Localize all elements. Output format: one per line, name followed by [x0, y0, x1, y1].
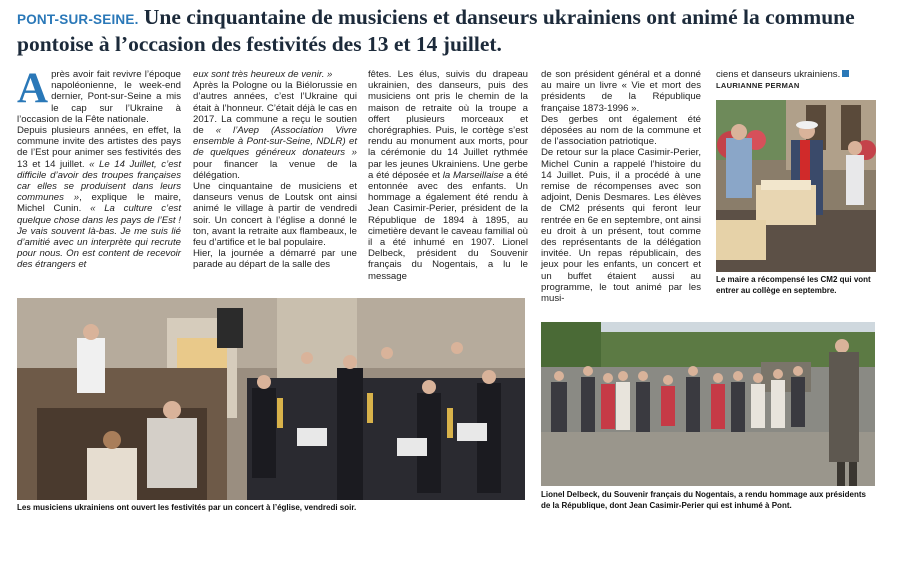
drop-cap: A: [17, 65, 49, 112]
headline: [17, 5, 887, 56]
paragraph: De retour sur la place Casimir-Perier, Michel Cunin a rappelé l’histoire du 14 Juillet. Puis, il a procédé à une remise de récompenses avec son adjoint, Denis Desmares. Les élèves de CM2 présents qui feront leur rentrée en 6e en septembre, ont ainsi eu droit à un présent, tout comme des représentants de la délégation invitée. Un repas républicain, des jeux pour les enfants, un concert et un buffet étaient aussi au programme, le tout animé par les musi-: [541, 147, 701, 305]
paragraph: fêtes. Les élus, suivis du drapeau ukrainien, des danseurs, puis des musiciens ont pris le chemin de la maison de retraite où la troupe a offert plusieurs morceaux et chorégraphies. Puis, le cortège s’est rendu au monument aux morts, pour la cérémonie du 14 Juillet rythmée par les jeunes Ukrainiens. Une gerbe a été déposée et la Marseillaise a été entonnée avec des enfants. Un hommage a également été rendu à Jean Casimir-Perier, président de la République de 1894 à 1895, au cimetière devant le caveau familial où il a été inhumé en 1907. Lionel Delbeck, président du Souvenir français du Nogentais, a lu le message: [368, 69, 528, 282]
concert-photo-image: [17, 298, 525, 500]
cemetery-photo-image: [541, 322, 875, 486]
concert-photo: [17, 298, 525, 500]
mayor-photo-image: [716, 100, 876, 272]
end-mark-icon: [842, 70, 849, 77]
paragraph: de son président général et a donné au maire un livre « Vie et mort des présidents de la République française 1873-1996 ».: [541, 69, 701, 114]
cemetery-photo: [541, 322, 875, 486]
article-column-3: [368, 69, 528, 282]
cemetery-photo-caption: Lionel Delbeck, du Souvenir français du Nogentais, a rendu hommage aux présidents de la République, dont Jean Casimir-Perier qui est inhumé à Pont.: [541, 490, 866, 510]
paragraph: eux sont très heureux de venir. »: [193, 69, 333, 80]
paragraph: Après la Pologne ou la Biélorussie en d’autres années, c’est l’Ukraine qui était à l’honneur. C’était déjà le cas en 2017. La commune a reçu le soutien de « l’Avep (Association Vivre ensemble à Pont-sur-Seine, NDLR) et de quelques généreux donateurs » pour financer la venue de la délégation.: [193, 80, 357, 181]
paragraph: Depuis plusieurs années, en effet, la commune invite des artistes des pays de l’Est pour animer ses festivités des 13 et 14 juillet. « Le 14 Juillet, c’est difficile d’avoir des troupes françaises car elles se produisent dans leurs communes », explique le maire, Michel Cunin. « La culture c’est quelque chose dans les pays de l’Est ! Je vais souvent là-bas. Je me suis lié d’amitié avec un interprète qui recrute pour nous. On est content de recevoir des étrangers et: [17, 125, 181, 271]
byline: LAURIANNE PERMAN: [716, 81, 800, 91]
paragraph: Après avoir fait revivre l’époque napoléonienne, le week-end dernier, Pont-sur-Seine a mis le cap sur l’Ukraine à l’occasion de la Fête nationale.: [17, 65, 181, 125]
article-column-2: [193, 69, 357, 271]
article-column-1: [17, 65, 181, 271]
mayor-photo: [716, 100, 876, 272]
article-column-4: [541, 69, 701, 304]
paragraph: ciens et danseurs ukrainiens.: [716, 69, 876, 80]
headline-text: Une cinquantaine de musiciens et danseurs ukrainiens ont animé la commune pontoise à l’occasion des festivités des 13 et 14 juillet.: [17, 5, 855, 56]
article-column-5: [716, 69, 876, 91]
paragraph: Des gerbes ont également été déposées au nom de la commune et de l’association patriotique.: [541, 113, 701, 148]
mayor-photo-caption: Le maire a récompensé les CM2 qui vont entrer au collège en septembre.: [716, 275, 871, 295]
concert-photo-caption: Les musiciens ukrainiens ont ouvert les festivités par un concert à l’église, vendredi soir.: [17, 503, 357, 512]
kicker: PONT-SUR-SEINE.: [17, 12, 139, 27]
paragraph: Hier, la journée a démarré par une parade au départ de la salle des: [193, 248, 357, 271]
paragraph: Une cinquantaine de musiciens et danseurs venus de Loutsk ont ainsi animé le village à partir de vendredi soir. Un concert à l’église a donné le ton, avant la retraite aux flambeaux, le feu d’artifice et le bal populaire.: [193, 181, 357, 249]
